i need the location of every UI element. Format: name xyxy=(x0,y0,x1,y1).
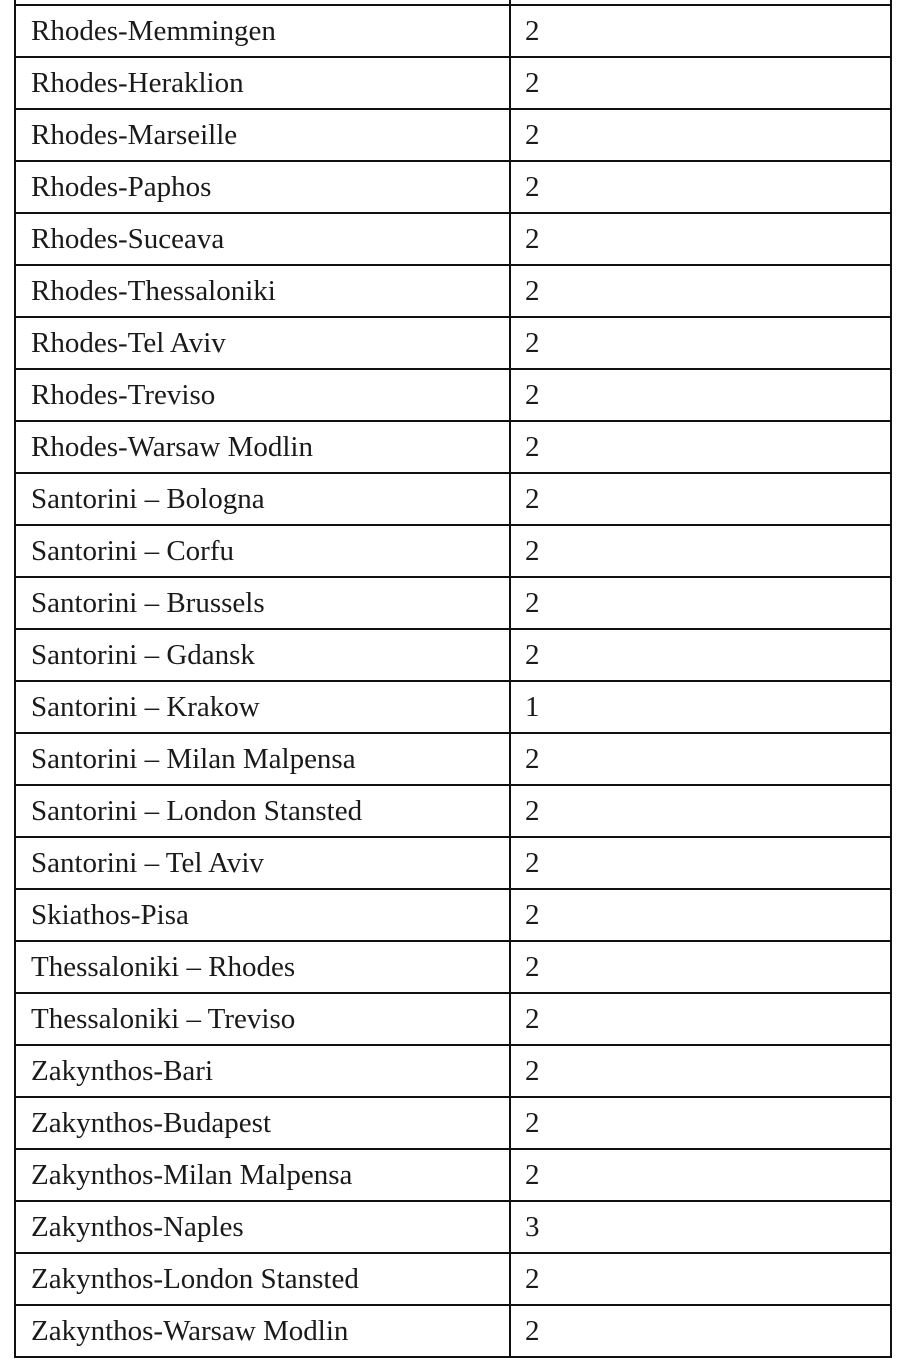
table-row xyxy=(15,1097,891,1149)
table-row xyxy=(15,525,891,577)
route-cell: Rhodes-Warsaw Modlin xyxy=(15,421,510,473)
count-cell: 2 xyxy=(510,421,891,473)
table-row xyxy=(15,733,891,785)
route-cell: Santorini – London Stansted xyxy=(15,785,510,837)
routes-table-container xyxy=(14,0,892,1358)
count-cell: 2 xyxy=(510,473,891,525)
table-row xyxy=(15,941,891,993)
table-row xyxy=(15,889,891,941)
table-row xyxy=(15,5,891,57)
route-cell: Rhodes-Tel Aviv xyxy=(15,317,510,369)
route-cell: Rhodes-Marseille xyxy=(15,109,510,161)
count-cell: 2 xyxy=(510,993,891,1045)
count-cell: 2 xyxy=(510,317,891,369)
routes-table-body xyxy=(15,0,891,1357)
table-row xyxy=(15,213,891,265)
count-cell: 2 xyxy=(510,941,891,993)
route-cell: Rhodes-Paphos xyxy=(15,161,510,213)
count-cell: 2 xyxy=(510,1045,891,1097)
count-cell: 2 xyxy=(510,889,891,941)
count-cell: 1 xyxy=(510,681,891,733)
count-cell: 2 xyxy=(510,57,891,109)
count-cell: 2 xyxy=(510,1253,891,1305)
count-cell: 2 xyxy=(510,629,891,681)
table-row xyxy=(15,785,891,837)
route-cell: Zakynthos-London Stansted xyxy=(15,1253,510,1305)
route-cell: Thessaloniki – Rhodes xyxy=(15,941,510,993)
count-cell: 2 xyxy=(510,265,891,317)
route-cell: Zakynthos-Budapest xyxy=(15,1097,510,1149)
route-cell: Zakynthos-Bari xyxy=(15,1045,510,1097)
route-cell: Zakynthos-Milan Malpensa xyxy=(15,1149,510,1201)
table-row xyxy=(15,837,891,889)
table-row xyxy=(15,109,891,161)
count-cell: 2 xyxy=(510,525,891,577)
table-row xyxy=(15,161,891,213)
route-cell: Santorini – Tel Aviv xyxy=(15,837,510,889)
count-cell: 2 xyxy=(510,369,891,421)
table-row xyxy=(15,369,891,421)
route-cell: Santorini – Milan Malpensa xyxy=(15,733,510,785)
count-cell: 2 xyxy=(510,1149,891,1201)
table-row xyxy=(15,1149,891,1201)
routes-table xyxy=(14,0,892,1358)
route-cell: Santorini – Corfu xyxy=(15,525,510,577)
table-row xyxy=(15,993,891,1045)
count-cell: 2 xyxy=(510,577,891,629)
table-row xyxy=(15,1201,891,1253)
route-cell: Skiathos-Pisa xyxy=(15,889,510,941)
table-row xyxy=(15,629,891,681)
table-row xyxy=(15,1305,891,1357)
route-cell: Rhodes-Treviso xyxy=(15,369,510,421)
route-cell: Zakynthos-Naples xyxy=(15,1201,510,1253)
table-row xyxy=(15,1253,891,1305)
count-cell: 2 xyxy=(510,837,891,889)
route-cell: Rhodes-Thessaloniki xyxy=(15,265,510,317)
count-cell: 2 xyxy=(510,213,891,265)
route-cell: Santorini – Krakow xyxy=(15,681,510,733)
table-row xyxy=(15,577,891,629)
count-cell: 2 xyxy=(510,1305,891,1357)
count-cell: 3 xyxy=(510,1201,891,1253)
table-row xyxy=(15,57,891,109)
route-cell: Zakynthos-Warsaw Modlin xyxy=(15,1305,510,1357)
table-row xyxy=(15,1045,891,1097)
count-cell: 2 xyxy=(510,109,891,161)
count-cell: 2 xyxy=(510,733,891,785)
count-cell: 2 xyxy=(510,5,891,57)
route-cell: Santorini – Bologna xyxy=(15,473,510,525)
route-cell: Rhodes-Memmingen xyxy=(15,5,510,57)
count-cell: 2 xyxy=(510,161,891,213)
route-cell: Santorini – Brussels xyxy=(15,577,510,629)
count-cell: 2 xyxy=(510,1097,891,1149)
table-row xyxy=(15,421,891,473)
route-cell: Thessaloniki – Treviso xyxy=(15,993,510,1045)
route-cell: Santorini – Gdansk xyxy=(15,629,510,681)
table-row xyxy=(15,317,891,369)
table-row xyxy=(15,681,891,733)
route-cell: Rhodes-Heraklion xyxy=(15,57,510,109)
count-cell: 2 xyxy=(510,785,891,837)
table-row xyxy=(15,265,891,317)
table-row xyxy=(15,473,891,525)
route-cell: Rhodes-Suceava xyxy=(15,213,510,265)
